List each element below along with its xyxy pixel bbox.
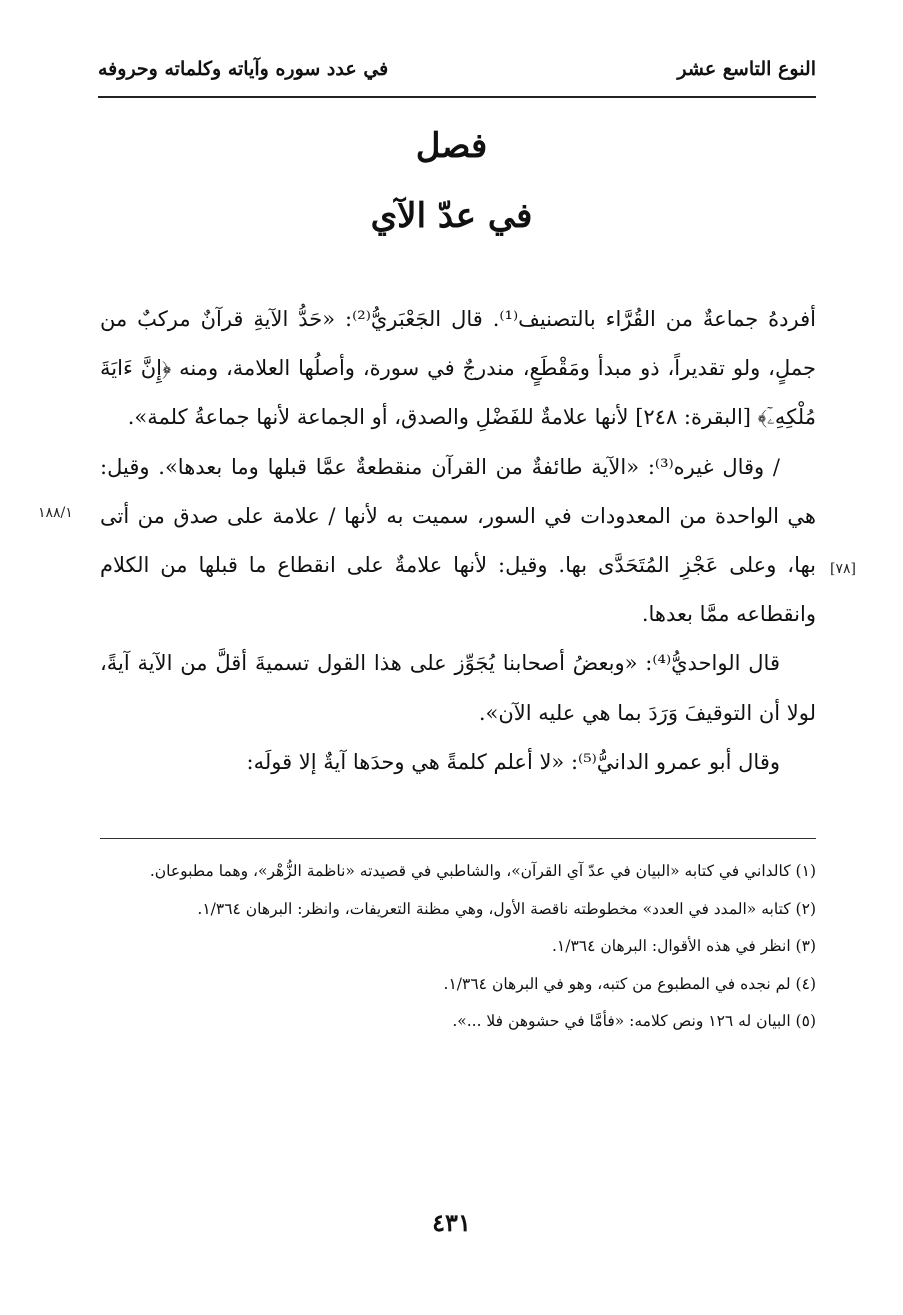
paragraph-3: قال الواحديُّ⁽⁴⁾: «وبعضُ أصحابنا يُجَوِّز على هذا القول تسميةَ أقلَّ من الآية آيةً، لولا أن التوقيفَ وَرَدَ بما هي عليه الآن».	[100, 651, 816, 725]
footnote-1: (١) كالداني في كتابه «البيان في عدّ آي القرآن»، والشاطبي في قصيدته «ناظمة الزُّهْر»، وهما مطبوعان.	[149, 862, 816, 880]
header-chapter-title: النوع التاسع عشر	[677, 58, 816, 80]
section-subtitle: في عدّ الآي	[370, 196, 533, 236]
footnote-2: (٢) كتابه «المدد في العدد» مخطوطته ناقصة الأول، وهي مظنة التعريفات، وانظر: البرهان ١/٣٦٤.	[197, 899, 816, 918]
paragraph-2: / وقال غيره⁽³⁾: «الآية طائفةٌ من القرآن منقطعةٌ عمَّا قبلها وما بعدها». وقيل: هي الواحدة من المعدودات في السور، سميت به لأنها / علامة على صدق من أتى بها، وعلى عَجْزِ المُتَحَدَّى بها. وقيل: لأنها علامةٌ على انقطاع ما قبلها من الكلام وانقطاعه ممَّا بعدها.	[100, 454, 816, 627]
footnotes	[100, 853, 816, 1041]
footnote-3: (٣) انظر في هذه الأقوال: البرهان ١/٣٦٤.	[551, 937, 816, 955]
footnote-4: (٤) لم نجده في المطبوع من كتبه، وهو في البرهان ١/٣٦٤.	[443, 974, 816, 993]
page-number: ٤٣١	[432, 1208, 471, 1237]
section-title: فصل	[415, 126, 488, 166]
footnote-5: (٥) البيان له ١٢٦ ونص كلامه: «فأمَّا في حشوهن فلا ...».	[452, 1012, 816, 1030]
running-header	[98, 50, 816, 98]
header-topic-title: في عدد سوره وآياته وكلماته وحروفه	[98, 58, 389, 80]
paragraph-1: أفردهُ جماعةٌ من القُرَّاء بالتصنيف⁽¹⁾. قال الجَعْبَريُّ⁽²⁾: «حَدُّ الآيةِ قرآنٌ مركبٌ من جملٍ، ولو تقديراً، ذو مبدأ ومَقْطَعٍ، مندرجٌ في سورة، وأصلُها العلامة، ومنه ﴿إِنَّ ءَايَةَ مُلْكِهِۦٓ﴾ [البقرة: ٢٤٨] لأنها علامةٌ للفَضْلِ والصدق، أو الجماعة لأنها جماعةُ كلمة».	[100, 307, 816, 430]
margin-reference-right: [٧٨]	[830, 561, 856, 577]
main-text	[100, 295, 816, 787]
paragraph-4: وقال أبو عمرو الدانيُّ⁽⁵⁾: «لا أعلم كلمةً هي وحدَها آيةٌ إلا قولَه:	[246, 749, 780, 774]
margin-reference-left: ١٨٨/١	[38, 505, 73, 521]
footnote-divider	[100, 838, 816, 839]
